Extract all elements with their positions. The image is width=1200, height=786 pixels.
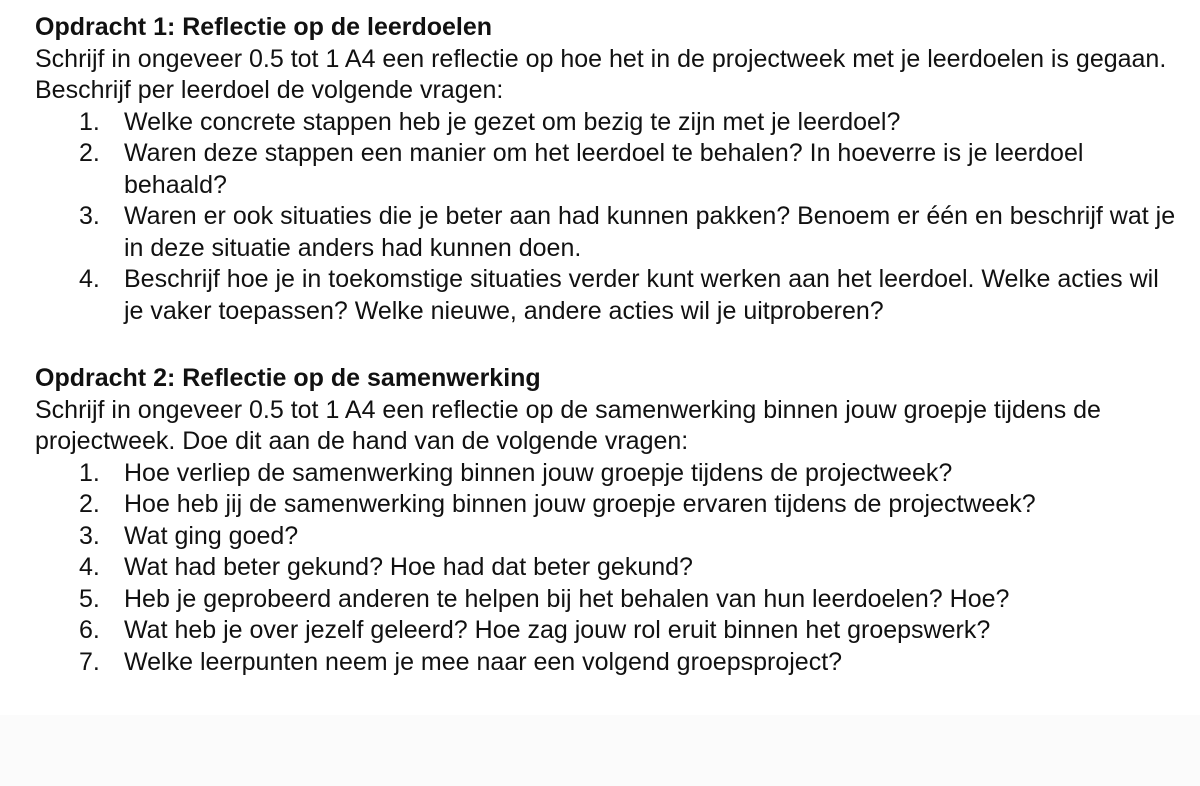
list-number: 7. bbox=[79, 647, 100, 676]
list-item bbox=[35, 489, 1185, 521]
list-item bbox=[35, 264, 1185, 327]
list-number: 3. bbox=[79, 202, 100, 230]
list-item-text: Heb je geprobeerd anderen te helpen bij het behalen van hun leerdoelen? Hoe? bbox=[124, 584, 1010, 613]
list-item bbox=[35, 584, 1185, 616]
list-item-text: Hoe heb jij de samenwerking binnen jouw groepje ervaren tijdens de projectweek? bbox=[124, 490, 1036, 518]
assignment-2-intro: Schrijf in ongeveer 0.5 tot 1 A4 een reflectie op de samenwerking binnen jouw groepje tijdens de projectweek. Doe dit aan de hand van de volgende vragen: bbox=[35, 395, 1101, 455]
list-item-text: Wat heb je over jezelf geleerd? Hoe zag jouw rol eruit binnen het groepswerk? bbox=[124, 616, 991, 644]
list-item bbox=[35, 107, 1185, 139]
list-item bbox=[35, 458, 1185, 490]
assignment-2-question-list bbox=[35, 458, 1185, 679]
assignment-1-intro: Schrijf in ongeveer 0.5 tot 1 A4 een reflectie op hoe het in de projectweek met je leerdoelen is gegaan. Beschrijf per leerdoel de volgende vragen: bbox=[35, 44, 1167, 104]
assignment-2-heading: Opdracht 2: Reflectie op de samenwerking bbox=[35, 364, 541, 392]
list-number: 4. bbox=[79, 265, 100, 293]
list-item-text: Wat had beter gekund? Hoe had dat beter gekund? bbox=[124, 553, 693, 581]
list-number: 4. bbox=[79, 553, 100, 581]
assignment-1-heading: Opdracht 1: Reflectie op de leerdoelen bbox=[35, 13, 493, 41]
list-number: 6. bbox=[79, 616, 100, 644]
list-item-text: Wat ging goed? bbox=[124, 521, 299, 550]
list-item-text: Waren er ook situaties die je beter aan had kunnen pakken? Benoem er één en beschrijf wat je in deze situatie anders had kunnen doen. bbox=[124, 202, 1176, 262]
list-item bbox=[35, 138, 1185, 201]
list-number: 2. bbox=[79, 490, 100, 518]
list-number: 1. bbox=[79, 107, 100, 136]
list-item-text: Welke concrete stappen heb je gezet om bezig te zijn met je leerdoel? bbox=[124, 107, 901, 136]
list-item-text: Welke leerpunten neem je mee naar een volgend groepsproject? bbox=[124, 647, 843, 676]
list-item bbox=[35, 201, 1185, 264]
list-number: 3. bbox=[79, 521, 100, 550]
assignment-1-question-list bbox=[35, 107, 1185, 328]
list-item bbox=[35, 552, 1185, 584]
list-item-text: Hoe verliep de samenwerking binnen jouw groepje tijdens de projectweek? bbox=[124, 458, 953, 487]
assignment-2-section bbox=[35, 363, 1185, 678]
list-item bbox=[35, 521, 1185, 553]
list-item-text: Beschrijf hoe je in toekomstige situaties verder kunt werken aan het leerdoel. Welke acties wil je vaker toepassen? Welke nieuwe, andere acties wil je uitproberen? bbox=[124, 265, 1159, 325]
page-bottom-area bbox=[0, 715, 1200, 786]
list-number: 5. bbox=[79, 584, 100, 613]
assignment-1-section bbox=[35, 12, 1185, 327]
list-item bbox=[35, 647, 1185, 679]
list-item-text: Waren deze stappen een manier om het leerdoel te behalen? In hoeverre is je leerdoel behaald? bbox=[124, 139, 1084, 199]
list-item bbox=[35, 615, 1185, 647]
list-number: 1. bbox=[79, 458, 100, 487]
list-number: 2. bbox=[79, 139, 100, 167]
